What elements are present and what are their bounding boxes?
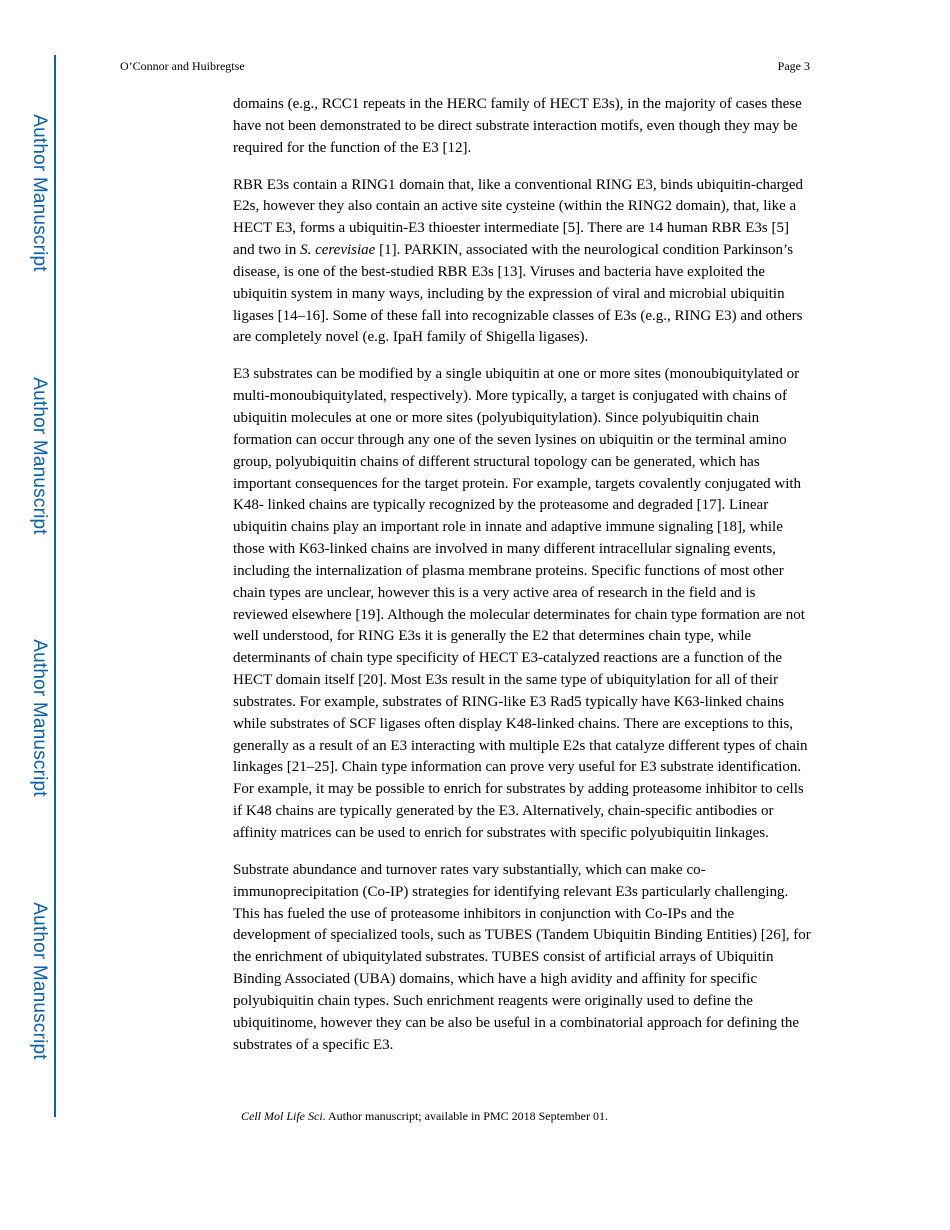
paragraph: Substrate abundance and turnover rates vary substantially, which can make co-immunoprecipitation (Co-IP) strategies for identifying relevant E3s particularly challenging. This has fueled the use of proteasome inhibitors in conjunction with Co-IPs and the development of specialized tools, such as TUBES (Tandem Ubiquitin Binding Entities) [26], for the enrichment of ubiquitylated substrates. TUBES consist of artificial arrays of Ubiquitin Binding Associated (UBA) domains, which have a high avidity and affinity for specific polyubiquitin chain types. Such enrichment reagents were originally used to define the ubiquitinome, however they can be also be useful in a combinatorial approach for defining the substrates of a specific E3.: [233, 861, 811, 1053]
journal-name: Cell Mol Life Sci: [241, 1109, 323, 1123]
page-number: Page 3: [777, 59, 810, 73]
footer-availability: . Author manuscript; available in PMC 2018 September 01.: [322, 1109, 608, 1123]
paragraph: RBR E3s contain a RING1 domain that, like a conventional RING E3, binds ubiquitin-charged E2s, however they also contain an active site cysteine (within the RING2 domain), that, like a HECT E3, forms a ubiquitin-E3 thioester intermediate [5]. There are 14 human RBR E3s [5] and two in S. cerevisiae [1]. PARKIN, associated with the neurological condition Parkinson’s disease, is one of the best-studied RBR E3s [13]. Viruses and bacteria have exploited the ubiquitin system in many ways, including by the expression of viral and microbial ubiquitin ligases [14–16]. Some of these fall into recognizable classes of E3s (e.g., RING E3) and others are completely novel (e.g. IpaH family of Shigella ligases).: [233, 176, 804, 346]
body-text: [233, 94, 813, 1071]
species-name: S. cerevisiae: [300, 242, 376, 259]
manuscript-page: Author Manuscript Author Manuscript Author Manuscript Author Manuscript O’Connor and Huibregtse Page 3 domains (e.g., RCC1 repeats in the HERC family of HECT E3s), in the majority of cases these have not been demonstrated to be direct substrate interaction motifs, even though they may be required for the function of the E3 [12]. RBR E3s contain a RING1 domain that, like a conventional RING E3, binds ubiquitin-charged E2s, however they also contain an active site cysteine (within the RING2 domain), that, like a HECT E3, forms a ubiquitin-E3 thioester intermediate [5]. There are 14 human RBR E3s [5] and two in S. cerevisiae [1]. PARKIN, associated with the neurological condition Parkinson’s disease, is one of the best-studied RBR E3s [13]. Viruses and bacteria have exploited the ubiquitin system in many ways, including by the expression of viral and microbial ubiquitin ligases [14–16]. Some of these fall into recognizable classes of E3s (e.g., RING E3) and others are completely novel (e.g. IpaH family of Shigella ligases). E3 substrates can be modified by a single ubiquitin at one or more sites (monoubiquitylated or multi-monoubiquitylated, respectively). More typically, a target is conjugated with chains of ubiquitin molecules at one or more sites (polyubiquitylation). Since polyubiquitin chain formation can occur through any one of the seven lysines on ubiquitin or the terminal amino group, polyubiquitin chains of different structural topology can be generated, which has important consequences for the target protein. For example, targets covalently conjugated with K48- linked chains are typically recognized by the proteasome and degraded [17]. Linear ubiquitin chains play an important role in innate and adaptive immune signaling [18], while those with K63-linked chains are involved in many different intracellular signaling events, including the internalization of plasma membrane proteins. Specific functions of most other chain types are unclear, however this is a very active area of research in the field and is reviewed elsewhere [19]. Although the molecular determinates for chain type formation are not well understood, for RING E3s it is generally the E2 that determines chain type, while determinants of chain type specificity of HECT E3-catalyzed reactions are a function of the HECT domain itself [20]. Most E3s result in the same type of ubiquitylation for all of their substrates. For example, substrates of RING-like E3 Rad5 typically have K63-linked chains while substrates of SCF ligases often display K48-linked chains. There are exceptions to this, generally as a result of an E3 interacting with multiple E2s that catalyze different types of chain linkages [21–25]. Chain type information can prove very useful for E3 substrate identification. For example, it may be possible to enrich for substrates by adding proteasome inhibitor to cells if K48 chains are typically generated by the E3. Alternatively, chain-specific antibodies or affinity matrices can be used to enrich for substrates with specific polyubiquitin linkages. Substrate abundance and turnover rates vary substantially, which can make co-immunoprecipitation (Co-IP) strategies for identifying relevant E3s particularly challenging. This has fueled the use of proteasome inhibitors in conjunction with Co-IPs and the development of specialized tools, such as TUBES (Tandem Ubiquitin Binding Entities) [26], for the enrichment of ubiquitylated substrates. TUBES consist of artificial arrays of Ubiquitin Binding Associated (UBA) domains, which have a high avidity and affinity for specific polyubiquitin chain types. Such enrichment reagents were originally used to define the ubiquitinome, however they can be also be useful in a combinatorial approach for defining the substrates of a specific E3. Cell Mol Life Sci. Author manuscript; available in PMC 2018 September 01.: [0, 0, 950, 1230]
header-authors: O’Connor and Huibregtse: [120, 59, 245, 73]
paragraph: domains (e.g., RCC1 repeats in the HERC family of HECT E3s), in the majority of cases these have not been demonstrated to be direct substrate interaction motifs, even though they may be required for the function of the E3 [12].: [233, 96, 802, 156]
paragraph: E3 substrates can be modified by a single ubiquitin at one or more sites (monoubiquitylated or multi-monoubiquitylated, respectively). More typically, a target is conjugated with chains of ubiquitin molecules at one or more sites (polyubiquitylation). Since polyubiquitin chain formation can occur through any one of the seven lysines on ubiquitin or the terminal amino group, polyubiquitin chains of different structural topology can be generated, which has important consequences for the target protein. For example, targets covalently conjugated with K48- linked chains are typically recognized by the proteasome and degraded [17]. Linear ubiquitin chains play an important role in innate and adaptive immune signaling [18], while those with K63-linked chains are involved in many different intracellular signaling events, including the internalization of plasma membrane proteins. Specific functions of most other chain types are unclear, however this is a very active area of research in the field and is reviewed elsewhere [19]. Although the molecular determinates for chain type formation are not well understood, for RING E3s it is generally the E2 that determines chain type, while determinants of chain type specificity of HECT E3-catalyzed reactions are a function of the HECT domain itself [20]. Most E3s result in the same type of ubiquitylation for all of their substrates. For example, substrates of RING-like E3 Rad5 typically have K63-linked chains while substrates of SCF ligases often display K48-linked chains. There are exceptions to this, generally as a result of an E3 interacting with multiple E2s that catalyze different types of chain linkages [21–25]. Chain type information can prove very useful for E3 substrate identification. For example, it may be possible to enrich for substrates by adding proteasome inhibitor to cells if K48 chains are typically generated by the E3. Alternatively, chain-specific antibodies or affinity matrices can be used to enrich for substrates with specific polyubiquitin linkages.: [233, 366, 808, 841]
author-manuscript-rail-line: [54, 55, 56, 1117]
page-footer: [241, 1109, 608, 1123]
